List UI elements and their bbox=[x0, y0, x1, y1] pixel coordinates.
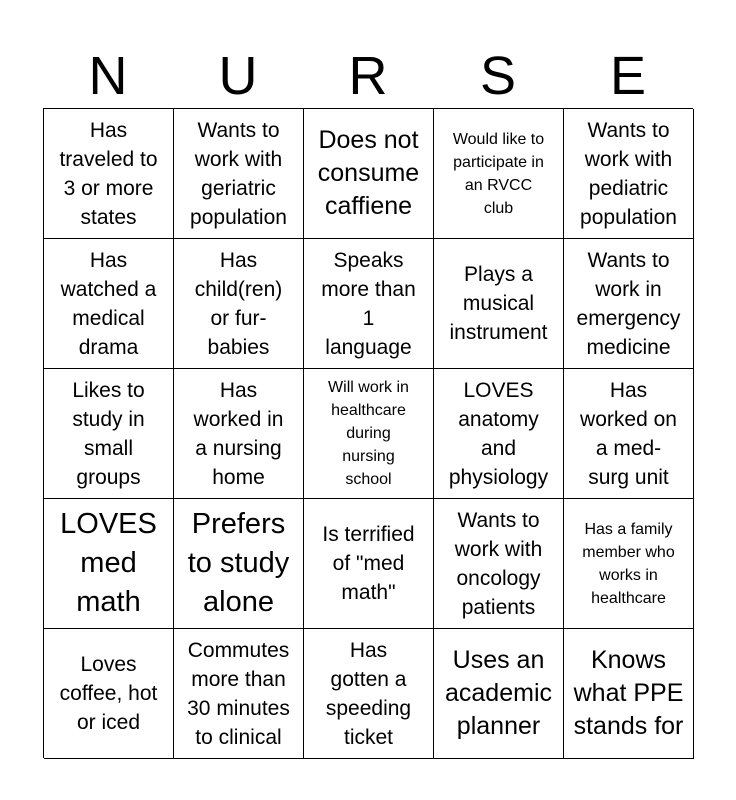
cell-text: Plays a musical instrument bbox=[449, 263, 548, 344]
cell-text: Wants to work with geriatric population bbox=[190, 118, 287, 229]
cell-text: Likes to study in small groups bbox=[72, 378, 145, 489]
header-letter-r: R bbox=[348, 46, 388, 106]
cell-text: Prefers to study alone bbox=[187, 508, 290, 618]
cell-text: Knows what PPE stands for bbox=[573, 646, 684, 740]
cell-text: Wants to work in emergency medicine bbox=[576, 248, 681, 359]
cell-text: Has worked on a med- surg unit bbox=[580, 378, 677, 489]
bingo-cell-13[interactable] bbox=[304, 369, 434, 499]
bingo-cell-24[interactable] bbox=[434, 629, 564, 759]
bingo-cell-7[interactable] bbox=[174, 239, 304, 369]
cell-text: Is terrified of "med math" bbox=[322, 523, 415, 604]
bingo-cell-17[interactable] bbox=[174, 499, 304, 629]
bingo-cell-18[interactable] bbox=[304, 499, 434, 629]
header-letter-n: N bbox=[88, 46, 128, 106]
cell-text: Wants to work with oncology patients bbox=[454, 508, 543, 619]
bingo-cell-4[interactable] bbox=[434, 109, 564, 239]
cell-text: Has watched a medical drama bbox=[60, 248, 157, 359]
cell-text: Has child(ren) or fur- babies bbox=[194, 248, 283, 359]
bingo-cell-5[interactable] bbox=[564, 109, 694, 239]
bingo-cell-12[interactable] bbox=[174, 369, 304, 499]
bingo-cell-21[interactable] bbox=[44, 629, 174, 759]
cell-text: Has a family member who works in healthcare bbox=[582, 520, 675, 607]
bingo-cell-20[interactable] bbox=[564, 499, 694, 629]
cell-text: Does not consume caffiene bbox=[317, 126, 420, 220]
cell-text: LOVES med math bbox=[60, 508, 157, 618]
bingo-cell-25[interactable] bbox=[564, 629, 694, 759]
bingo-cell-2[interactable] bbox=[174, 109, 304, 239]
cell-text: Has worked in a nursing home bbox=[193, 378, 284, 489]
bingo-cell-9[interactable] bbox=[434, 239, 564, 369]
cell-text: Wants to work with pediatric population bbox=[580, 118, 677, 229]
header-letter-e: E bbox=[609, 46, 647, 106]
bingo-cell-19[interactable] bbox=[434, 499, 564, 629]
cell-text: Uses an academic planner bbox=[445, 646, 552, 740]
cell-text: Commutes more than 30 minutes to clinical bbox=[187, 638, 290, 749]
bingo-header bbox=[43, 44, 693, 108]
cell-text: Loves coffee, hot or iced bbox=[59, 653, 158, 734]
bingo-cell-15[interactable] bbox=[564, 369, 694, 499]
cell-text: LOVES anatomy and physiology bbox=[448, 378, 549, 489]
bingo-board bbox=[43, 108, 693, 758]
header-letter-u: U bbox=[218, 46, 258, 106]
bingo-cell-10[interactable] bbox=[564, 239, 694, 369]
cell-text: Has gotten a speeding ticket bbox=[325, 638, 412, 749]
cell-text: Would like to participate in an RVCC club bbox=[452, 130, 545, 217]
bingo-cell-8[interactable] bbox=[304, 239, 434, 369]
bingo-cell-22[interactable] bbox=[174, 629, 304, 759]
header-letter-s: S bbox=[479, 46, 517, 106]
bingo-cell-14[interactable] bbox=[434, 369, 564, 499]
bingo-cell-1[interactable] bbox=[44, 109, 174, 239]
bingo-cell-16[interactable] bbox=[44, 499, 174, 629]
cell-text: Has traveled to 3 or more states bbox=[59, 118, 158, 229]
cell-text: Will work in healthcare during nursing school bbox=[328, 379, 409, 488]
bingo-cell-6[interactable] bbox=[44, 239, 174, 369]
cell-text: Speaks more than 1 language bbox=[321, 248, 416, 359]
bingo-cell-23[interactable] bbox=[304, 629, 434, 759]
bingo-cell-11[interactable] bbox=[44, 369, 174, 499]
bingo-cell-3[interactable] bbox=[304, 109, 434, 239]
